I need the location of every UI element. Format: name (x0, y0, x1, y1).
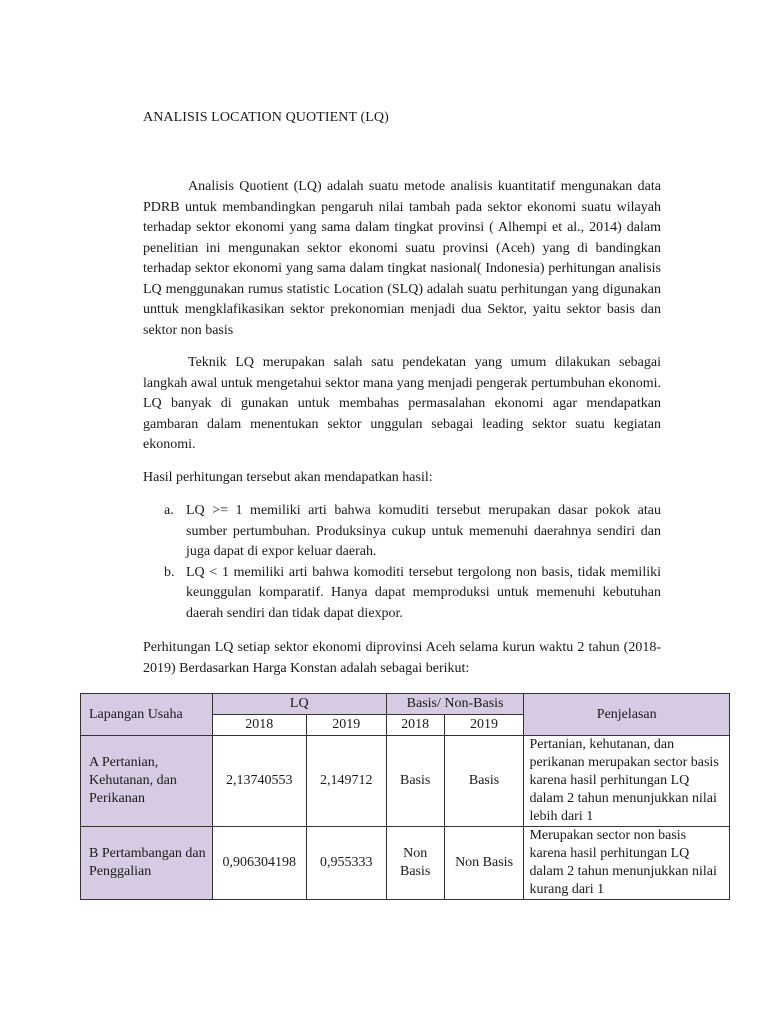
paragraph-text: Hasil perhitungan tersebut akan mendapatkan hasil: (143, 470, 433, 485)
header-basis: Basis/ Non-Basis (386, 694, 524, 715)
header-sector: Lapangan Usaha (81, 694, 213, 736)
cell-lq-2018: 0,906304198 (212, 827, 306, 900)
cell-basis-2019: Non Basis (444, 827, 524, 900)
cell-lq-2018: 2,13740553 (212, 736, 306, 827)
document-title: ANALISIS LOCATION QUOTIENT (LQ) (143, 110, 389, 125)
cell-lq-2019: 0,955333 (306, 827, 386, 900)
paragraph-intro (143, 177, 661, 341)
results-list (143, 501, 661, 624)
header-lq: LQ (212, 694, 386, 715)
list-item (143, 501, 661, 563)
cell-explanation: Pertanian, kehutanan, dan perikanan merupakan sector basis karena hasil perhitungan LQ dalam 2 tahun menunjukkan nilai lebih dari 1 (524, 736, 730, 827)
cell-sector: A Pertanian, Kehutanan, dan Perikanan (81, 736, 213, 827)
cell-explanation: Merupakan sector non basis karena hasil perhitungan LQ dalam 2 tahun menunjukkan nilai kurang dari 1 (524, 827, 730, 900)
header-basis-2019: 2019 (444, 715, 524, 736)
cell-lq-2019: 2,149712 (306, 736, 386, 827)
list-marker: a. (164, 503, 174, 518)
list-item (143, 563, 661, 625)
paragraph-results-intro (143, 468, 661, 489)
list-item-text: LQ >= 1 memiliki arti bahwa komuditi tersebut merupakan dasar pokok atau sumber pertumbuhan. Produksinya cukup untuk memenuhi daerahnya sendiri dan juga dapat di expor keluar daerah. (186, 503, 661, 559)
cell-basis-2019: Basis (444, 736, 524, 827)
table-row (81, 736, 730, 827)
cell-basis-2018: Non Basis (386, 827, 444, 900)
paragraph-text: Perhitungan LQ setiap sektor ekonomi diprovinsi Aceh selama kurun waktu 2 tahun (2018-2019) Berdasarkan Harga Konstan adalah sebagai berikut: (143, 640, 661, 676)
paragraph-technique (143, 353, 661, 456)
paragraph-text: Analisis Quotient (LQ) adalah suatu metode analisis kuantitatif mengunakan data PDRB untuk membandingkan pengaruh nilai tambah pada sektor ekonomi suatu wilayah terhadap sektor ekonomi yang sama dalam tingkat provinsi ( Alhempi et al., 2014) dalam penelitian ini mengunakan sektor ekonomi suatu provinsi (Aceh) yang di bandingkan terhadap sektor ekonomi yang sama dalam tingkat nasional( Indonesia) perhitungan analisis LQ menggunakan rumus statistic Location (SLQ) adalah suatu perhitungan yang digunakan unttuk mengklafikasikan sektor prekonomian menjadi dua Sektor, yaitu sektor basis dan sektor non basis (143, 179, 661, 338)
lq-table (80, 693, 730, 900)
paragraph-calculation (143, 638, 661, 679)
paragraph-text: Teknik LQ merupakan salah satu pendekatan yang umum dilakukan sebagai langkah awal untuk mengetahui sektor mana yang menjadi pengerak pertumbuhan ekonomi. LQ banyak di gunakan untuk membahas permasalahan ekonomi agar mendapatkan gambaran dalam menentukan sektor unggulan sebagai leading sektor suatu kegiatan ekonomi. (143, 355, 661, 452)
header-lq-2019: 2019 (306, 715, 386, 736)
header-lq-2018: 2018 (212, 715, 306, 736)
cell-sector: B Pertambangan dan Penggalian (81, 827, 213, 900)
header-basis-2018: 2018 (386, 715, 444, 736)
cell-basis-2018: Basis (386, 736, 444, 827)
table-row (81, 827, 730, 900)
list-marker: b. (164, 564, 175, 580)
header-explanation: Penjelasan (524, 694, 730, 736)
list-item-text: LQ < 1 memiliki arti bahwa komoditi tersebut tergolong non basis, tidak memiliki keunggulan komparatif. Hanya dapat memproduksi untuk memenuhi kebutuhan daerah sendiri dan tidak dapat diexpor. (186, 564, 661, 621)
